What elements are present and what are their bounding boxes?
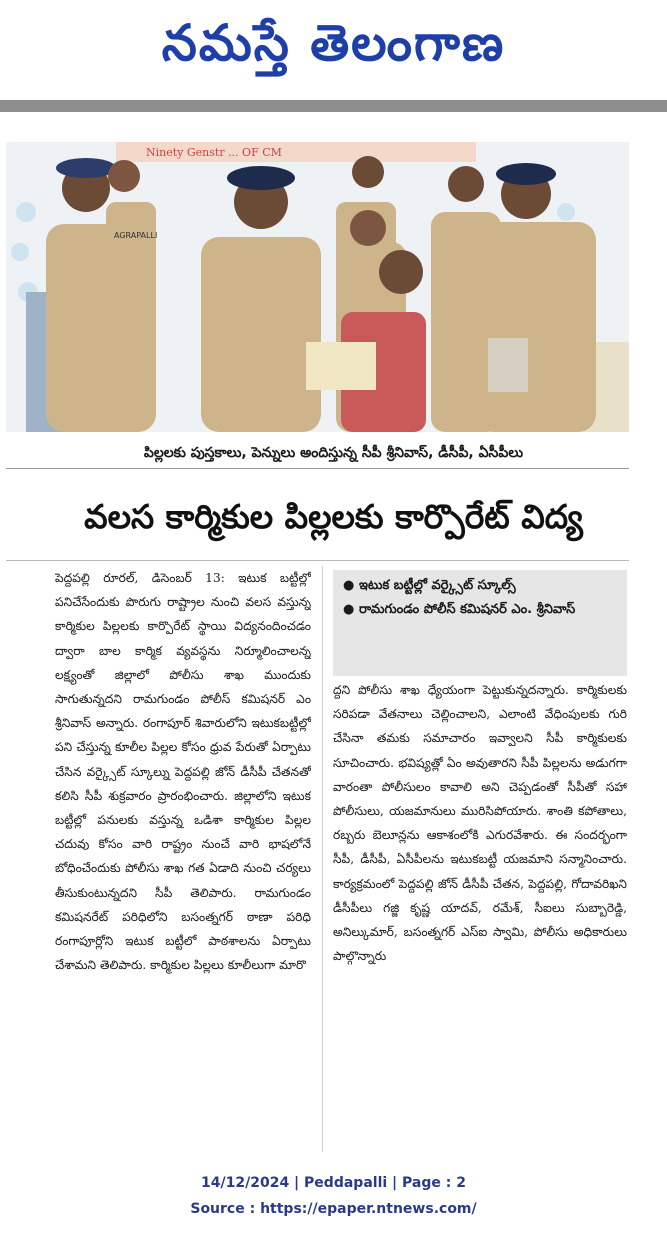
newspaper-logo: నమస్తే తెలంగాణ bbox=[161, 13, 506, 72]
masthead-rule bbox=[0, 100, 667, 112]
bullet-icon: ● bbox=[343, 602, 355, 617]
footer-source-link[interactable]: Source : https://epaper.ntnews.com/ bbox=[190, 1201, 477, 1217]
highlight-text: ఇటుక బట్టీల్లో వర్క్సైట్ స్కూల్స్ bbox=[359, 578, 516, 593]
news-photo bbox=[6, 142, 629, 432]
caption-divider bbox=[6, 468, 629, 469]
news-photo-illustration bbox=[6, 142, 629, 432]
highlight-item bbox=[343, 598, 617, 622]
footer-date-edition: 14/12/2024 | Peddapalli | Page : 2 bbox=[201, 1175, 466, 1191]
article-text-left: పెద్దపల్లి రూరల్, డిసెంబర్ 13: ఇటుక బట్టీల్లో పనిచేసేందుకు పొరుగు రాష్ట్రాల నుంచి వలస వస్తున్న కార్మికుల పిల్లలకు కార్పొరేట్ స్థాయి విద్యనందించడం ద్వారా బాల కార్మిక వ్యవస్థను నిర్మూలించాలన్న లక్ష్యంతో జిల్లాలో పోలీసు శాఖ ముందుకు సాగుతున్నదని రామగుండం పోలీస్ కమిషనర్ ఎం శ్రీనివాస్ అన్నారు. రంగాపూర్ శివారులోని ఇటుకబట్టీల్లో పని చేస్తున్న కూలీల పిల్లల కోసం ధ్రువ పేరుతో ఏర్పాటు చేసిన వర్క్సైట్ స్కూల్ను పెద్దపల్లి జోన్ డీసీపీ చేతనతో కలిసి సీపీ శుక్రవారం ప్రారంభించారు. జిల్లాలోని ఇటుక బట్టీల్లో పనులకు వస్తున్న ఒడిశా కార్మికుల పిల్లల చదువు కోసం వారి రాష్ట్రం నుంచే వారి భాషలోనే బోధించేందుకు పోలీసు శాఖ గత ఏడాది నుంచి చర్యలు తీసుకుంటున్నదని సీపీ తెలిపారు. రామగుండం కమిషనరేట్ పరిధిలోని బసంత్నగర్ ఠాణా పరిధి రంగాపూర్లోని ఇటుక బట్టీలో పాఠశాలను ఏర్పాటు చేశామని తెలిపారు. కార్మికుల పిల్లలు కూలీలుగా మారొ bbox=[55, 571, 311, 973]
article-column-left bbox=[55, 566, 311, 1152]
column-divider bbox=[322, 566, 323, 1152]
bullet-icon: ● bbox=[343, 578, 355, 593]
badge-text: AGRAPALLI bbox=[114, 231, 158, 240]
highlight-item bbox=[343, 574, 617, 598]
article-text-right: ద్దని పోలీసు శాఖ ధ్యేయంగా పెట్టుకున్నదన్నారు. కార్మికులకు సరిపడా వేతనాలు చెల్లించాలని, ఎలాంటి వేధింపులకు గురి చేసినా తమకు సమాచారం ఇవ్వాలని సీపీ కార్మికులకు సూచించారు. భవిష్యత్లో ఏం అవుతారని సీపీ పిల్లలను అడుగగా వారంతా పోలీసులం కావాలి అని చెప్పడంతో సీపీతో సహా పోలీసులు, యజమానులు మురిసిపోయారు. శాంతి కపోతాలు, రబ్బరు బెలూన్లను ఆకాశంలోకి ఎగురవేశారు. ఈ సందర్భంగా సీపీ, డీసీపీ, ఏసీపీలను ఇటుకబట్టీ యజమాని సన్మానించారు. కార్యక్రమంలో పెద్దపల్లి జోన్ డీసీపీ చేతన, పెద్దపల్లి, గోదావరిఖని డీసీపీలు గజ్జి కృష్ణ యాదవ్, రమేశ్, సీఐలు సుబ్బారెడ్డి, అనిల్కుమార్, బసంత్నగర్ ఎస్ఐ స్వామి, పోలీసు అధికారులు పాల్గొన్నారు bbox=[333, 683, 627, 964]
photo-caption: పిల్లలకు పుస్తకాలు, పెన్నులు అందిస్తున్న సీపీ శ్రీనివాస్, డీసీపీ, ఏసీపీలు bbox=[143, 445, 524, 461]
article-headline: వలస కార్మికుల పిల్లలకు కార్పొరేట్ విద్య bbox=[84, 497, 583, 536]
headline-divider bbox=[6, 560, 629, 561]
article-column-right bbox=[333, 678, 627, 1148]
highlight-text: రామగుండం పోలీస్ కమిషనర్ ఎం. శ్రీనివాస్ bbox=[359, 602, 576, 617]
page-footer bbox=[0, 1170, 667, 1222]
banner-text: Ninety Genstr ... OF CM bbox=[146, 146, 282, 159]
highlights-box bbox=[333, 570, 627, 676]
masthead bbox=[0, 0, 667, 92]
